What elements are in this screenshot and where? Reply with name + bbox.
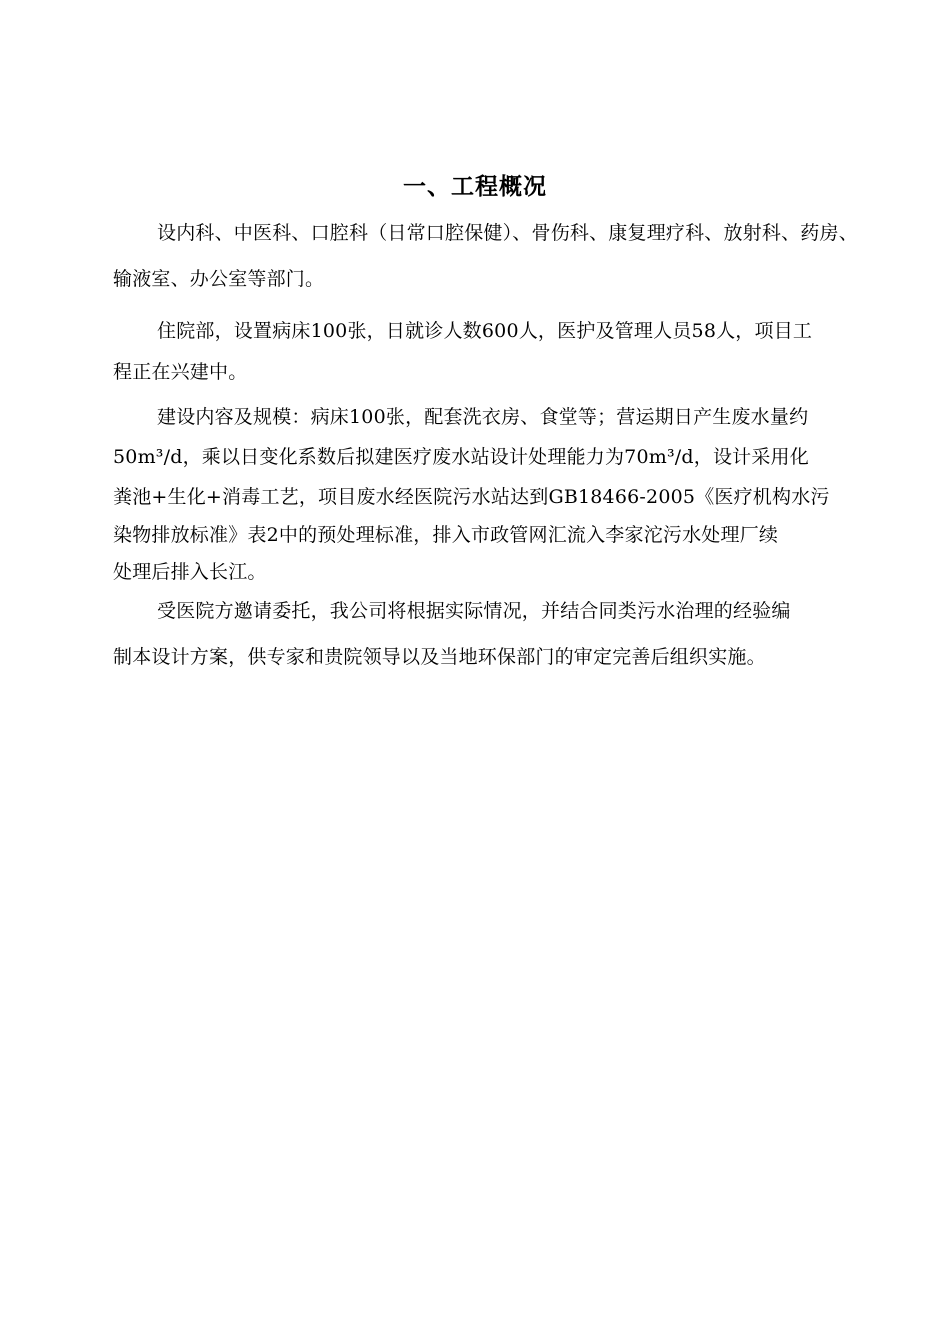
paragraph-line: 输液室、办公室等部门。 [113, 268, 325, 290]
paragraph-line: 程正在兴建中。 [113, 361, 248, 383]
paragraph-line: 设内科、中医科、口腔科（日常口腔保健）、骨伤科、康复理疗科、放射科、药房、 [157, 222, 858, 244]
section-heading: 一、工程概况 [403, 174, 547, 200]
paragraph-line: 住院部，设置病床100张，日就诊人数600人，医护及管理人员58人，项目工 [157, 320, 813, 342]
paragraph-line: 50m³/d，乘以日变化系数后拟建医疗废水站设计处理能力为70m³/d，设计采用化 [113, 446, 809, 468]
paragraph-line: 粪池+生化+消毒工艺，项目废水经医院污水站达到GB18466-2005《医疗机构水污 [113, 486, 830, 508]
paragraph-line: 制本设计方案，供专家和贵院领导以及当地环保部门的审定完善后组织实施。 [113, 646, 766, 668]
paragraph-line: 处理后排入长江。 [113, 561, 267, 583]
paragraph-line: 建设内容及规模：病床100张，配套洗衣房、食堂等；营运期日产生废水量约 [157, 406, 809, 428]
paragraph-line: 染物排放标准》表2中的预处理标准，排入市政管网汇流入李家沱污水处理厂续 [113, 524, 779, 546]
paragraph-line: 受医院方邀请委托，我公司将根据实际情况，并结合同类污水治理的经验编 [157, 600, 791, 622]
